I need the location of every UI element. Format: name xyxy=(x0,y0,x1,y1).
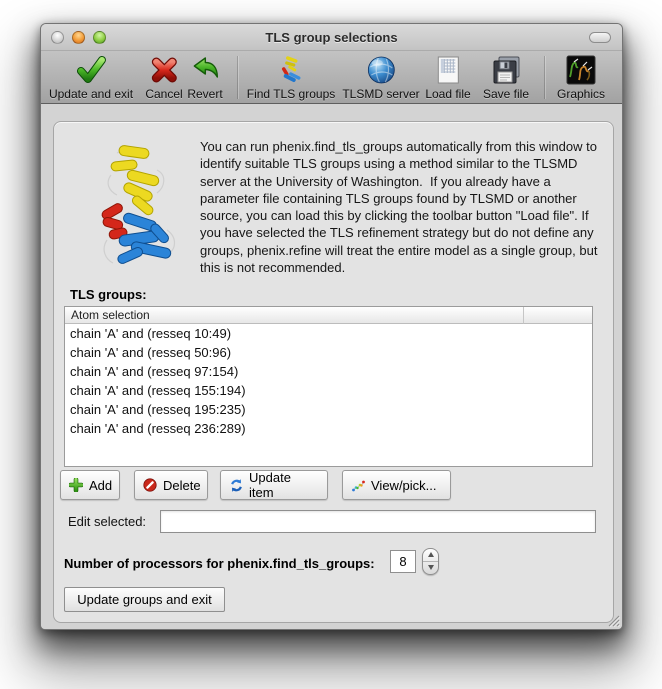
load-file-button[interactable]: Load file xyxy=(425,55,470,101)
list-item[interactable]: chain 'A' and (resseq 195:235) xyxy=(70,402,246,417)
spinner-down-button[interactable] xyxy=(423,562,438,575)
delete-button-label: Delete xyxy=(163,477,201,493)
list-header xyxy=(65,307,592,324)
list-item[interactable]: chain 'A' and (resseq 97:154) xyxy=(70,364,239,379)
processors-spinner xyxy=(422,548,439,575)
toolbar-separator xyxy=(544,56,545,99)
update-item-button[interactable] xyxy=(220,470,328,500)
graphics-button[interactable]: Graphics xyxy=(557,55,605,101)
processors-label: Number of processors for phenix.find_tls_groups: xyxy=(64,556,375,571)
spreadsheet-file-icon xyxy=(433,55,463,85)
toolbar xyxy=(41,51,622,104)
globe-icon xyxy=(366,55,396,85)
column-header-empty[interactable] xyxy=(524,307,592,324)
list-item[interactable]: chain 'A' and (resseq 50:96) xyxy=(70,345,232,360)
find-tls-groups-button[interactable]: Find TLS groups xyxy=(247,55,336,101)
list-item[interactable]: chain 'A' and (resseq 155:194) xyxy=(70,383,246,398)
list-item[interactable]: chain 'A' and (resseq 236:289) xyxy=(70,421,246,436)
plus-icon xyxy=(69,478,84,493)
view-pick-button[interactable] xyxy=(342,470,451,500)
toolbar-separator xyxy=(237,56,238,99)
column-header-atom-selection[interactable]: Atom selection xyxy=(65,307,524,324)
graphics-viewer-icon xyxy=(566,55,596,85)
edit-selected-input[interactable] xyxy=(160,510,596,533)
list-rows xyxy=(65,324,592,438)
toolbar-toggle-lozenge[interactable] xyxy=(589,32,611,43)
tls-groups-list xyxy=(64,306,593,467)
processors-input[interactable] xyxy=(390,550,416,573)
tlsmd-server-button[interactable]: TLSMD server xyxy=(342,55,419,101)
up-arrow-icon xyxy=(428,552,434,557)
list-item[interactable]: chain 'A' and (resseq 10:49) xyxy=(70,326,232,341)
protein-ribbon-image xyxy=(97,145,182,270)
tls-groups-label: TLS groups: xyxy=(70,287,147,302)
down-arrow-icon xyxy=(428,565,434,570)
edit-selected-label: Edit selected: xyxy=(68,514,147,529)
refresh-arrows-icon xyxy=(229,478,244,493)
update-item-button-label: Update item xyxy=(249,470,291,500)
update-and-exit-button[interactable]: Update and exit xyxy=(49,55,133,101)
spinner-up-button[interactable] xyxy=(423,549,438,562)
revert-button[interactable]: Revert xyxy=(187,55,222,101)
floppy-disk-icon xyxy=(491,55,521,85)
update-groups-and-exit-label: Update groups and exit xyxy=(77,592,212,607)
revert-arrow-icon xyxy=(190,55,220,85)
view-pick-button-label: View/pick... xyxy=(371,477,437,493)
tls-group-selections-window xyxy=(40,23,623,630)
add-button-label: Add xyxy=(89,477,113,493)
check-icon xyxy=(76,55,106,85)
resize-grip[interactable] xyxy=(607,614,620,627)
cancel-button[interactable]: Cancel xyxy=(145,55,182,101)
description-text: You can run phenix.find_tls_groups automatically from this window to identify suitable TLS groups using a method similar to the TLSMD server at the University of Washington. If you already have a parameter file containing TLS groups found by TLSMD or another source, you can load this by clicking the toolbar button "Load file". If you have selected the TLS refinement strategy but do not define any groups, phenix.refine will treat the entire model as a single group, but this is not recommended. xyxy=(200,139,602,276)
no-entry-icon xyxy=(143,478,158,493)
cancel-x-icon xyxy=(149,55,179,85)
molecule-trace-icon xyxy=(351,478,366,493)
protein-mini-icon xyxy=(276,55,306,85)
delete-button[interactable] xyxy=(134,470,208,500)
titlebar[interactable] xyxy=(41,24,622,51)
update-groups-and-exit-button[interactable] xyxy=(64,587,225,612)
main-panel xyxy=(53,121,614,623)
window-title: TLS group selections xyxy=(265,30,398,45)
window-content xyxy=(41,104,622,630)
save-file-button[interactable]: Save file xyxy=(483,55,529,101)
add-button[interactable] xyxy=(60,470,120,500)
